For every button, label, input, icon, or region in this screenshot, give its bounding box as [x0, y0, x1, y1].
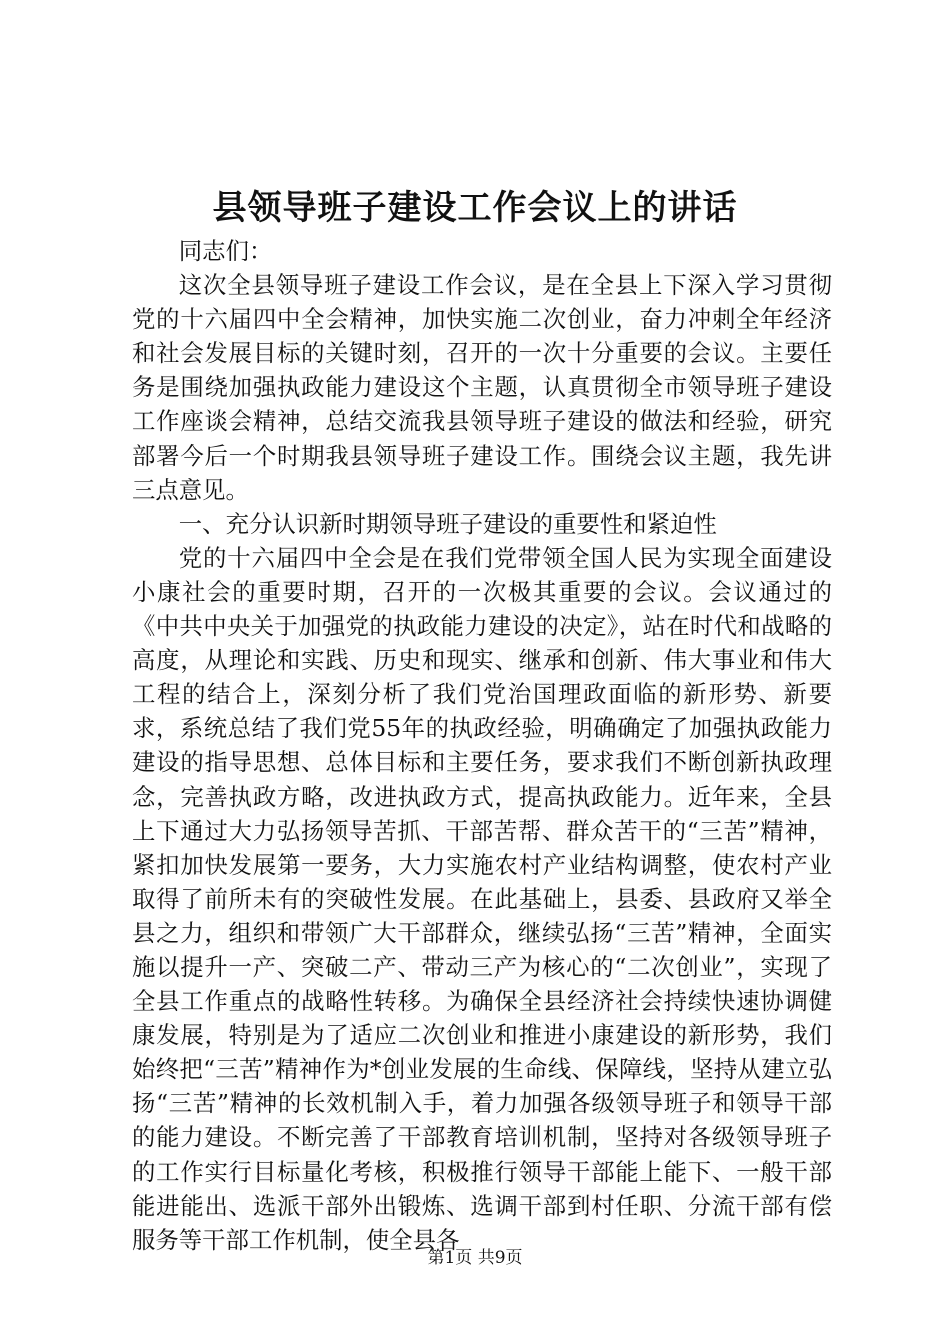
section-heading-1: 一、充分认识新时期领导班子建设的重要性和紧迫性 [178, 509, 717, 538]
paragraph-intro: 这次全县领导班子建设工作会议，是在全县上下深入学习贯彻党的十六届四中全会精神，加快实施二次创业，奋力冲刺全年经济和社会发展目标的关键时刻，召开的一次十分重要的会议。主要任务是围绕加强执政能力建设这个主题，认真贯彻全市领导班子建设工作座谈会精神，总结交流我县领导班子建设的做法和经验，研究部署今后一个时期我县领导班子建设工作。围绕会议主题，我先讲三点意见。 [132, 271, 832, 504]
document-body [132, 234, 832, 1257]
paragraph-section-1: 党的十六届四中全会是在我们党带领全国人民为实现全面建设小康社会的重要时期，召开的一次极其重要的会议。会议通过的《中共中央关于加强党的执政能力建设的决定》，站在时代和战略的高度，从理论和实践、历史和现实、继承和创新、伟大事业和伟大工程的结合上，深刻分析了我们党治国理政面临的新形势、新要求，系统总结了我们党55年的执政经验，明确确定了加强执政能力建设的指导思想、总体目标和主要任务，要求我们不断创新执政理念，完善执政方略，改进执政方式，提高执政能力。近年来，全县上下通过大力弘扬领导苦抓、干部苦帮、群众苦干的“三苦”精神，紧扣加快发展第一要务，大力实施农村产业结构调整，使农村产业取得了前所未有的突破性发展。在此基础上，县委、县政府又举全县之力，组织和带领广大干部群众，继续弘扬“三苦”精神，全面实施以提升一产、突破二产、带动三产为核心的“二次创业”，实现了全县工作重点的战略性转移。为确保全县经济社会持续快速协调健康发展，特别是为了适应二次创业和推进小康建设的新形势，我们始终把“三苦”精神作为*创业发展的生命线、保障线，坚持从建立弘扬“三苦”精神的长效机制入手，着力加强各级领导班子和领导干部的能力建设。不断完善了干部教育培训机制，坚持对各级领导班子的工作实行目标量化考核，积极推行领导干部能上能下、一般干部能进能出、选派干部外出锻炼、选调干部到村任职、分流干部有偿服务等干部工作机制，使全县各 [132, 543, 832, 1254]
page-footer: 第1页 共9页 [427, 1248, 523, 1268]
page-title: 县领导班子建设工作会议上的讲话 [212, 188, 738, 228]
salutation: 同志们： [178, 237, 273, 265]
